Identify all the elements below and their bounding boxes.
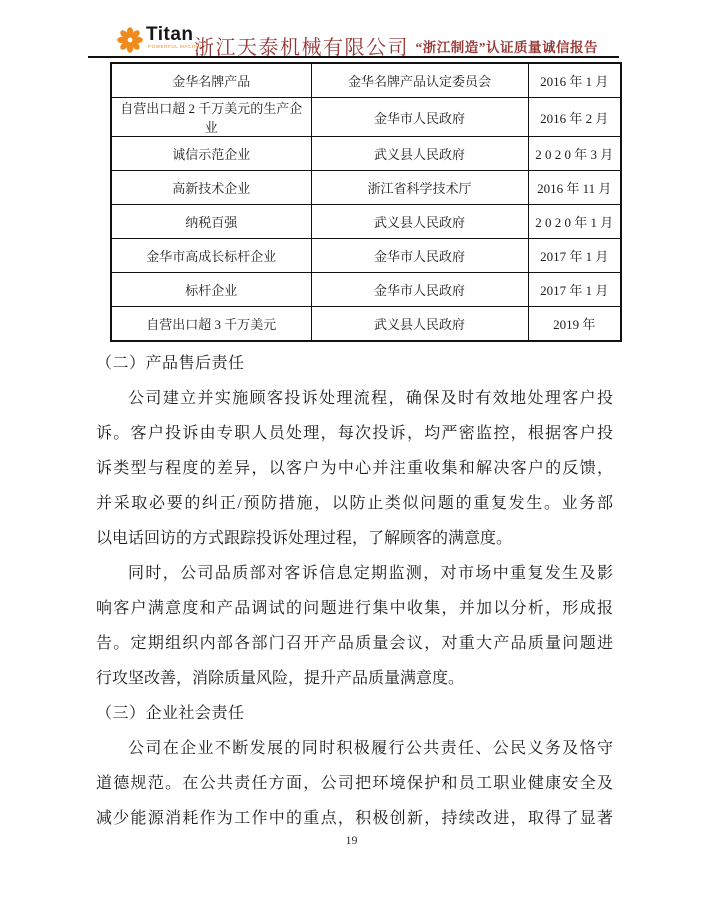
issuer-cell: 武义县人民政府 xyxy=(311,205,528,239)
page-number: 19 xyxy=(345,833,358,847)
paragraph-line: 公司在企业不断发展的同时积极履行公共责任、公民义务及恪守 xyxy=(128,740,613,757)
report-title: “浙江制造”认证质量诚信报告 xyxy=(415,40,598,55)
award-name-cell: 自营出口超 3 千万美元 xyxy=(111,307,311,342)
issuer-cell: 武义县人民政府 xyxy=(311,307,528,342)
table-row xyxy=(111,171,621,205)
paragraph-line: 告。定期组织内部各部门召开产品质量会议，对重大产品质量问题进 xyxy=(96,635,613,652)
date-cell: 2016 年 2 月 xyxy=(528,98,621,137)
table-row xyxy=(111,307,621,342)
issuer-cell: 武义县人民政府 xyxy=(311,137,528,171)
company-name: 浙江天泰机械有限公司 xyxy=(194,37,409,59)
paragraph-line: 减少能源消耗作为工作中的重点，积极创新，持续改进，取得了显著 xyxy=(96,810,613,827)
table-row xyxy=(111,273,621,307)
award-name-cell: 高新技术企业 xyxy=(111,171,311,205)
paragraph-line: 以电话回访的方式跟踪投诉处理过程，了解顾客的满意度。 xyxy=(96,530,513,547)
date-cell: 2 0 2 0 年 3 月 xyxy=(528,137,621,171)
section-heading: （二）产品售后责任 xyxy=(96,355,245,372)
paragraph-line: 并采取必要的纠正/预防措施，以防止类似问题的重复发生。业务部 xyxy=(96,495,613,512)
award-name-cell: 标杆企业 xyxy=(111,273,311,307)
paragraph-line: 诉类型与程度的差异，以客户为中心并注重收集和解决客户的反馈， xyxy=(96,460,613,477)
award-name-cell: 金华市高成长标杆企业 xyxy=(111,239,311,273)
document-body xyxy=(96,346,613,836)
table-row xyxy=(111,98,621,137)
award-name-cell: 纳税百强 xyxy=(111,205,311,239)
date-cell: 2016 年 1 月 xyxy=(528,63,621,98)
award-name-cell: 诚信示范企业 xyxy=(111,137,311,171)
table-row xyxy=(111,63,621,98)
issuer-cell: 金华市人民政府 xyxy=(311,273,528,307)
date-cell: 2017 年 1 月 xyxy=(528,239,621,273)
awards-table-body xyxy=(111,63,621,341)
table-row xyxy=(111,239,621,273)
date-cell: 2 0 2 0 年 1 月 xyxy=(528,205,621,239)
company-logo xyxy=(117,25,205,54)
date-cell: 2016 年 11 月 xyxy=(528,171,621,205)
issuer-cell: 浙江省科学技术厅 xyxy=(311,171,528,205)
gear-flower-icon xyxy=(117,26,143,54)
paragraph-line: 诉。客户投诉由专职人员处理，每次投诉，均严密监控，根据客户投 xyxy=(96,425,613,442)
issuer-cell: 金华市人民政府 xyxy=(311,98,528,137)
awards-table xyxy=(110,62,622,342)
table-row xyxy=(111,205,621,239)
table-row xyxy=(111,137,621,171)
section-heading: （三）企业社会责任 xyxy=(96,705,245,722)
paragraph-line: 同时，公司品质部对客诉信息定期监测，对市场中重复发生及影 xyxy=(128,565,613,582)
paragraph-line: 公司建立并实施顾客投诉处理流程，确保及时有效地处理客户投 xyxy=(128,390,613,407)
logo-tagline-text: POWERFUL MACHINE xyxy=(148,44,205,49)
paragraph-line: 响客户满意度和产品调试的问题进行集中收集，并加以分析，形成报 xyxy=(96,600,613,617)
logo-brand-text: Titan xyxy=(146,24,194,45)
header-divider xyxy=(88,56,619,58)
date-cell: 2019 年 xyxy=(528,307,621,342)
issuer-cell: 金华市人民政府 xyxy=(311,239,528,273)
date-cell: 2017 年 1 月 xyxy=(528,273,621,307)
award-name-cell: 金华名牌产品 xyxy=(111,63,311,98)
award-name-cell: 自营出口超 2 千万美元的生产企业 xyxy=(111,98,311,137)
issuer-cell: 金华名牌产品认定委员会 xyxy=(311,63,528,98)
paragraph-line: 行攻坚改善，消除质量风险，提升产品质量满意度。 xyxy=(96,670,465,687)
paragraph-line: 道德规范。在公共责任方面，公司把环境保护和员工职业健康安全及 xyxy=(96,775,613,792)
